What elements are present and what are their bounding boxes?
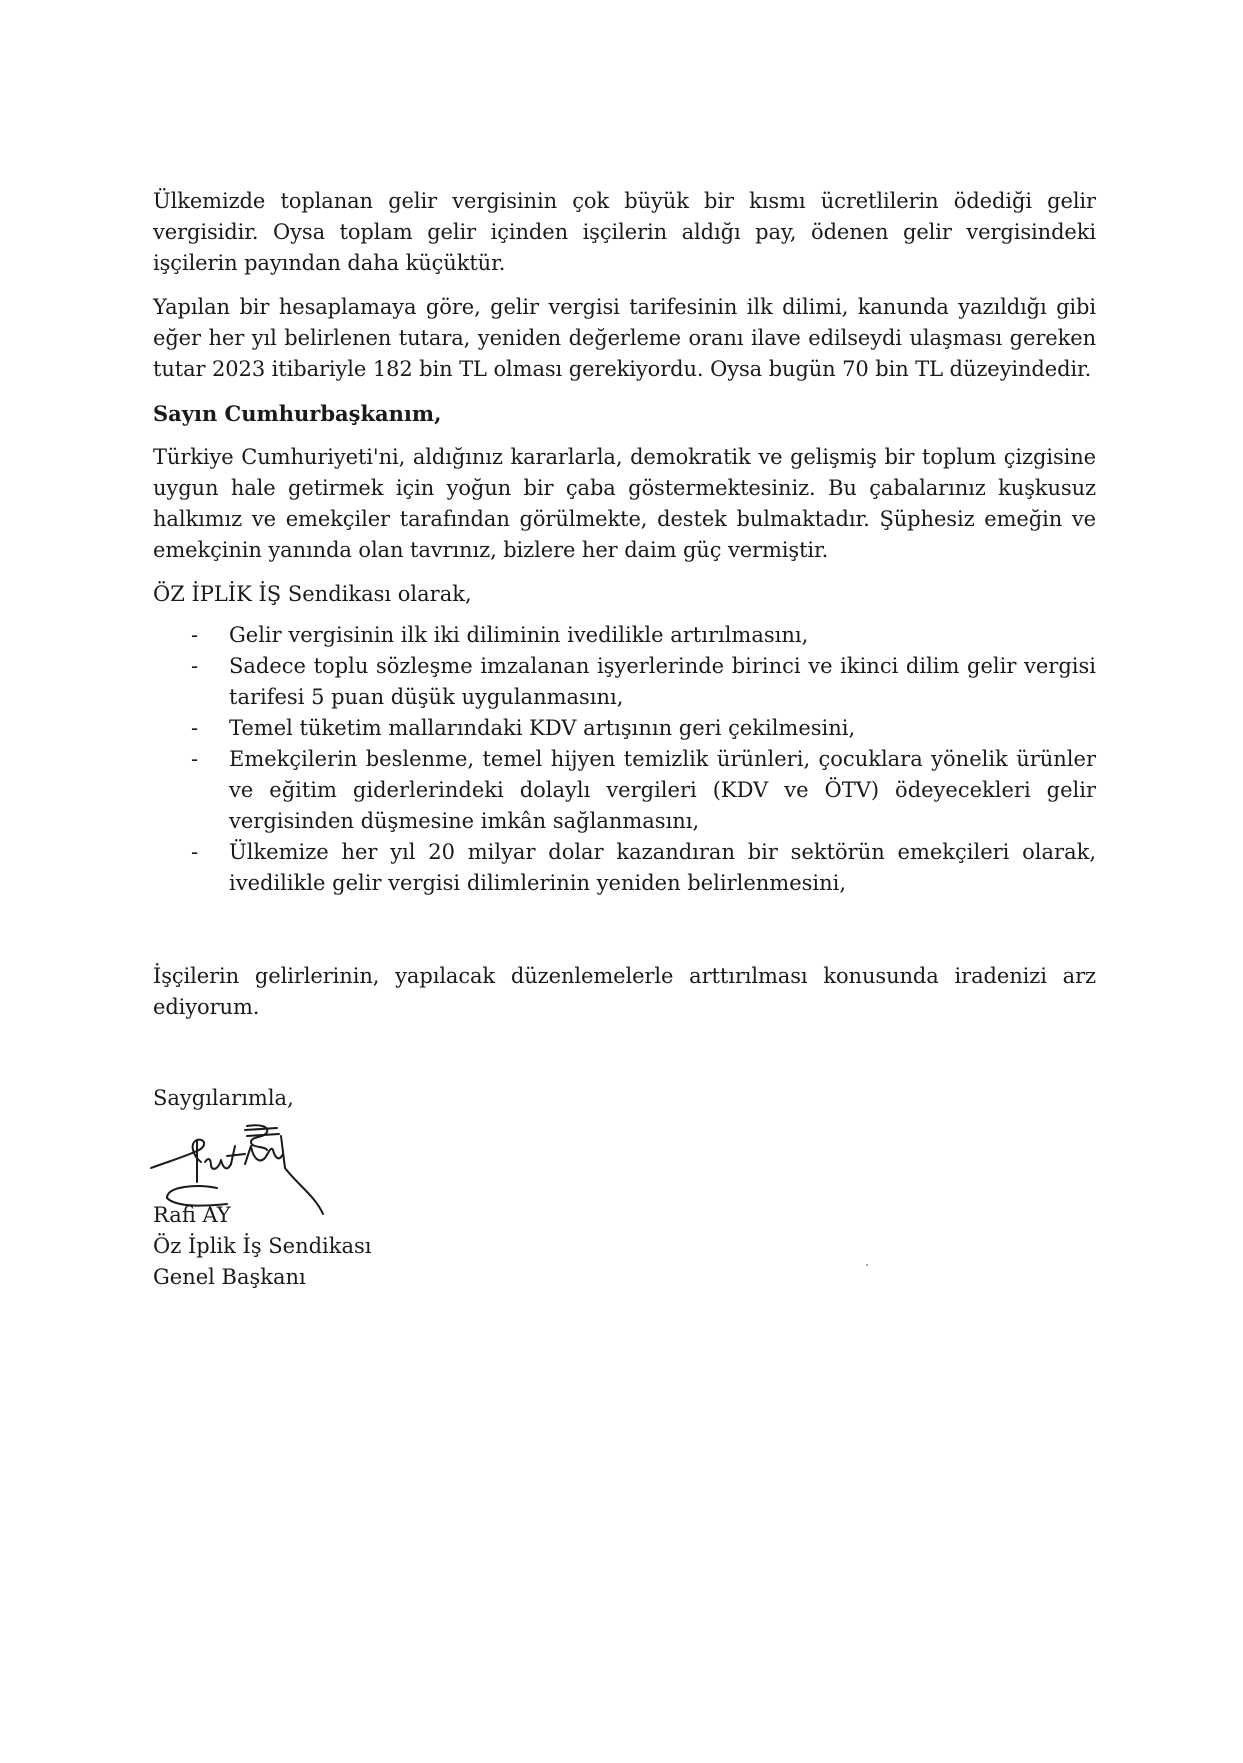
regards-line: Saygılarımla, (153, 1086, 294, 1110)
list-item (153, 620, 1096, 651)
list-bullet: - (191, 716, 199, 740)
signer-organization: Öz İplik İş Sendikası (153, 1234, 372, 1258)
list-bullet: - (191, 747, 199, 771)
signer-name: Rafi AY (153, 1203, 231, 1227)
list-item-text: Emekçilerin beslenme, temel hijyen temizlik ürünleri, çocuklara yönelik ürünler ve eğitim giderlerindeki dolaylı vergileri (KDV ve ÖTV) ödeyecekleri gelir vergisinden düşmesine imkân sağlanmasını, (229, 747, 1096, 833)
list-item (153, 837, 1096, 899)
list-item (153, 744, 1096, 837)
scan-speck (866, 1264, 868, 1266)
list-item-text: Ülkemize her yıl 20 milyar dolar kazandıran bir sektörün emekçileri olarak, ivedilikle gelir vergisi dilimlerinin yeniden belirlenmesini, (229, 840, 1096, 895)
list-item-text: Temel tüketim mallarındaki KDV artışının geri çekilmesini, (229, 716, 856, 740)
handwritten-signature (147, 1116, 327, 1216)
list-item (153, 713, 1096, 744)
list-item (153, 651, 1096, 713)
signer-title: Genel Başkanı (153, 1265, 306, 1289)
paragraph-income-tax-share: Ülkemizde toplanan gelir vergisinin çok büyük bir kısmı ücretlilerin ödediği gelir vergisidir. Oysa toplam gelir içinden işçilerin aldığı pay, ödenen gelir vergisindeki işçilerin payından daha küçüktür. (153, 189, 1096, 275)
list-item-text: Gelir vergisinin ilk iki diliminin ivedilikle artırılmasını, (229, 623, 809, 647)
union-intro: ÖZ İPLİK İŞ Sendikası olarak, (153, 582, 472, 606)
list-bullet: - (191, 840, 199, 864)
paragraph-appreciation: Türkiye Cumhuriyeti'ni, aldığınız kararlarla, demokratik ve gelişmiş bir toplum çizgisine uygun hale getirmek için yoğun bir çaba göstermektesiniz. Bu çabalarınız kuşkusuz halkımız ve emekçiler tarafından görülmekte, destek bulmaktadır. Şüphesiz emeğin ve emekçinin yanında olan tavrınız, bizlere her daim güç vermiştir. (153, 445, 1096, 562)
letter-page (153, 186, 1096, 1293)
salutation: Sayın Cumhurbaşkanım, (153, 401, 442, 426)
list-item-text: Sadece toplu sözleşme imzalanan işyerlerinde birinci ve ikinci dilim gelir vergisi tarifesi 5 puan düşük uygulanmasını, (229, 654, 1096, 709)
list-bullet: - (191, 623, 199, 647)
demands-list (153, 620, 1096, 899)
closing-paragraph: İşçilerin gelirlerinin, yapılacak düzenlemelerle arttırılması konusunda iradenizi arz ediyorum. (153, 964, 1096, 1019)
paragraph-tax-bracket-calculation: Yapılan bir hesaplamaya göre, gelir vergisi tarifesinin ilk dilimi, kanunda yazıldığı gibi eğer her yıl belirlenen tutara, yeniden değerleme oranı ilave edilseydi ulaşması gereken tutar 2023 itibariyle 182 bin TL olması gerekiyordu. Oysa bugün 70 bin TL düzeyindedir. (153, 295, 1096, 381)
list-bullet: - (191, 654, 199, 678)
